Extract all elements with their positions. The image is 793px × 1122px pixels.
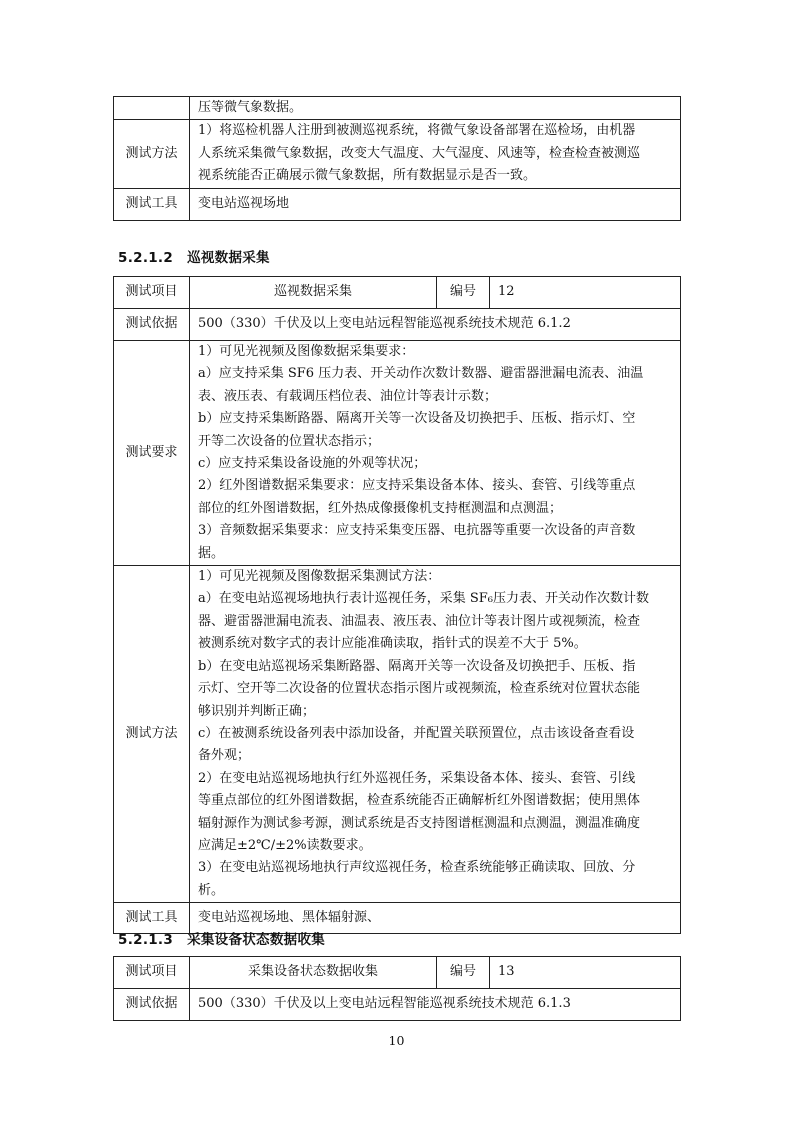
method-line: 视系统能否正确展示微气象数据，所有数据显示是否一致。	[198, 168, 537, 184]
page-number: 10	[388, 1033, 405, 1048]
requirement-line: a）应支持采集 SF6 压力表、开关动作次数计数器、避雷器泄漏电流表、油温	[198, 366, 644, 382]
method-line: b）在变电站巡视场采集断路器、隔离开关等一次设备及切换把手、压板、指	[198, 658, 636, 674]
requirement-line: b）应支持采集断路器、隔离开关等一次设备及切换把手、压板、指示灯、空	[198, 411, 636, 427]
number-value: 13	[490, 957, 681, 989]
method-label: 测试方法	[114, 120, 190, 188]
section-heading	[118, 246, 270, 266]
method-text	[190, 120, 681, 188]
requirement-line: 部位的红外图谱数据，红外热成像摄像机支持框测温和点测温；	[198, 500, 563, 516]
requirement-line: 2）红外图谱数据采集要求：应支持采集设备本体、接头、套管、引线等重点	[198, 478, 636, 494]
method-line: 1）可见光视频及图像数据采集测试方法：	[198, 569, 441, 585]
method-line: 2）在变电站巡视场地执行红外巡视任务，采集设备本体、接头、套管、引线	[198, 770, 636, 786]
method-line: c）在被测系统设备列表中添加设备，并配置关联预置位，点击该设备查看设	[198, 725, 635, 741]
requirement-line: 1）可见光视频及图像数据采集要求：	[198, 344, 415, 359]
method-line: 应满足±2℃/±2%读数要求。	[198, 837, 372, 853]
method-line: 人系统采集微气象数据，改变大气温度、大气湿度、风速等，检查检查被测巡	[198, 145, 641, 161]
tool-value: 变电站巡视场地	[190, 188, 681, 220]
top-table	[113, 96, 681, 221]
tool-label: 测试工具	[114, 188, 190, 220]
continued-text: 压等微气象数据。	[190, 97, 681, 120]
method-line: a）在变电站巡视场地执行表计巡视任务，采集 SF₆压力表、开关动作次数计数	[198, 591, 650, 607]
tool-label: 测试工具	[114, 903, 190, 934]
basis-value: 500（330）千伏及以上变电站远程智能巡视系统技术规范 6.1.2	[190, 309, 681, 341]
section-number: 5.2.1.3	[118, 932, 174, 948]
item-label: 测试项目	[114, 277, 190, 309]
requirement-label: 测试要求	[114, 341, 190, 566]
basis-label: 测试依据	[114, 309, 190, 341]
method-line: 备外观；	[198, 748, 251, 764]
method-line: 示灯、空开等二次设备的位置状态指示图片或视频流，检查系统对位置状态能	[198, 681, 641, 697]
method-line: 辐射源作为测试参考源，测试系统是否支持图谱框测温和点测温，测温准确度	[198, 815, 641, 831]
method-line: 1）将巡检机器人注册到被测巡视系统，将微气象设备部署在巡检场，由机器	[198, 123, 636, 139]
requirement-line: 表、液压表、有载调压档位表、油位计等表计示数；	[198, 388, 498, 404]
method-text	[190, 566, 681, 903]
number-label: 编号	[437, 277, 490, 309]
section-number: 5.2.1.2	[118, 250, 174, 266]
requirement-line: 据。	[198, 545, 225, 561]
basis-value: 500（330）千伏及以上变电站远程智能巡视系统技术规范 6.1.3	[190, 989, 681, 1021]
section-title: 巡视数据采集	[187, 250, 270, 266]
method-line: 器、避雷器泄漏电流表、油温表、液压表、油位计等表计图片或视频流，检查	[198, 613, 641, 629]
test-table-12	[113, 276, 681, 934]
tool-value: 变电站巡视场地、黑体辐射源、	[190, 903, 681, 934]
basis-label: 测试依据	[114, 989, 190, 1021]
empty-label-cell	[114, 97, 190, 120]
method-line: 等重点部位的红外图谱数据，检查系统能否正确解析红外图谱数据；使用黑体	[198, 793, 641, 809]
requirement-text	[190, 341, 681, 566]
section-title: 采集设备状态数据收集	[187, 932, 326, 948]
method-line: 够识别并判断正确；	[198, 703, 316, 719]
requirement-line: c）应支持采集设备设施的外观等状况；	[198, 456, 427, 472]
item-label: 测试项目	[114, 957, 190, 989]
section-heading	[118, 928, 325, 948]
item-value: 采集设备状态数据收集	[190, 957, 437, 989]
requirement-line: 3）音频数据采集要求：应支持采集变压器、电抗器等重要一次设备的声音数	[198, 523, 636, 539]
requirement-line: 开等二次设备的位置状态指示；	[198, 433, 381, 449]
item-value: 巡视数据采集	[190, 277, 437, 309]
number-value: 12	[490, 277, 681, 309]
method-line: 析。	[198, 882, 225, 898]
method-label: 测试方法	[114, 566, 190, 903]
method-line: 3）在变电站巡视场地执行声纹巡视任务，检查系统能够正确读取、回放、分	[198, 860, 636, 876]
test-table-13	[113, 956, 681, 1021]
number-label: 编号	[437, 957, 490, 989]
method-line: 被测系统对数字式的表计应能准确读取，指针式的误差不大于 5%。	[198, 636, 587, 652]
